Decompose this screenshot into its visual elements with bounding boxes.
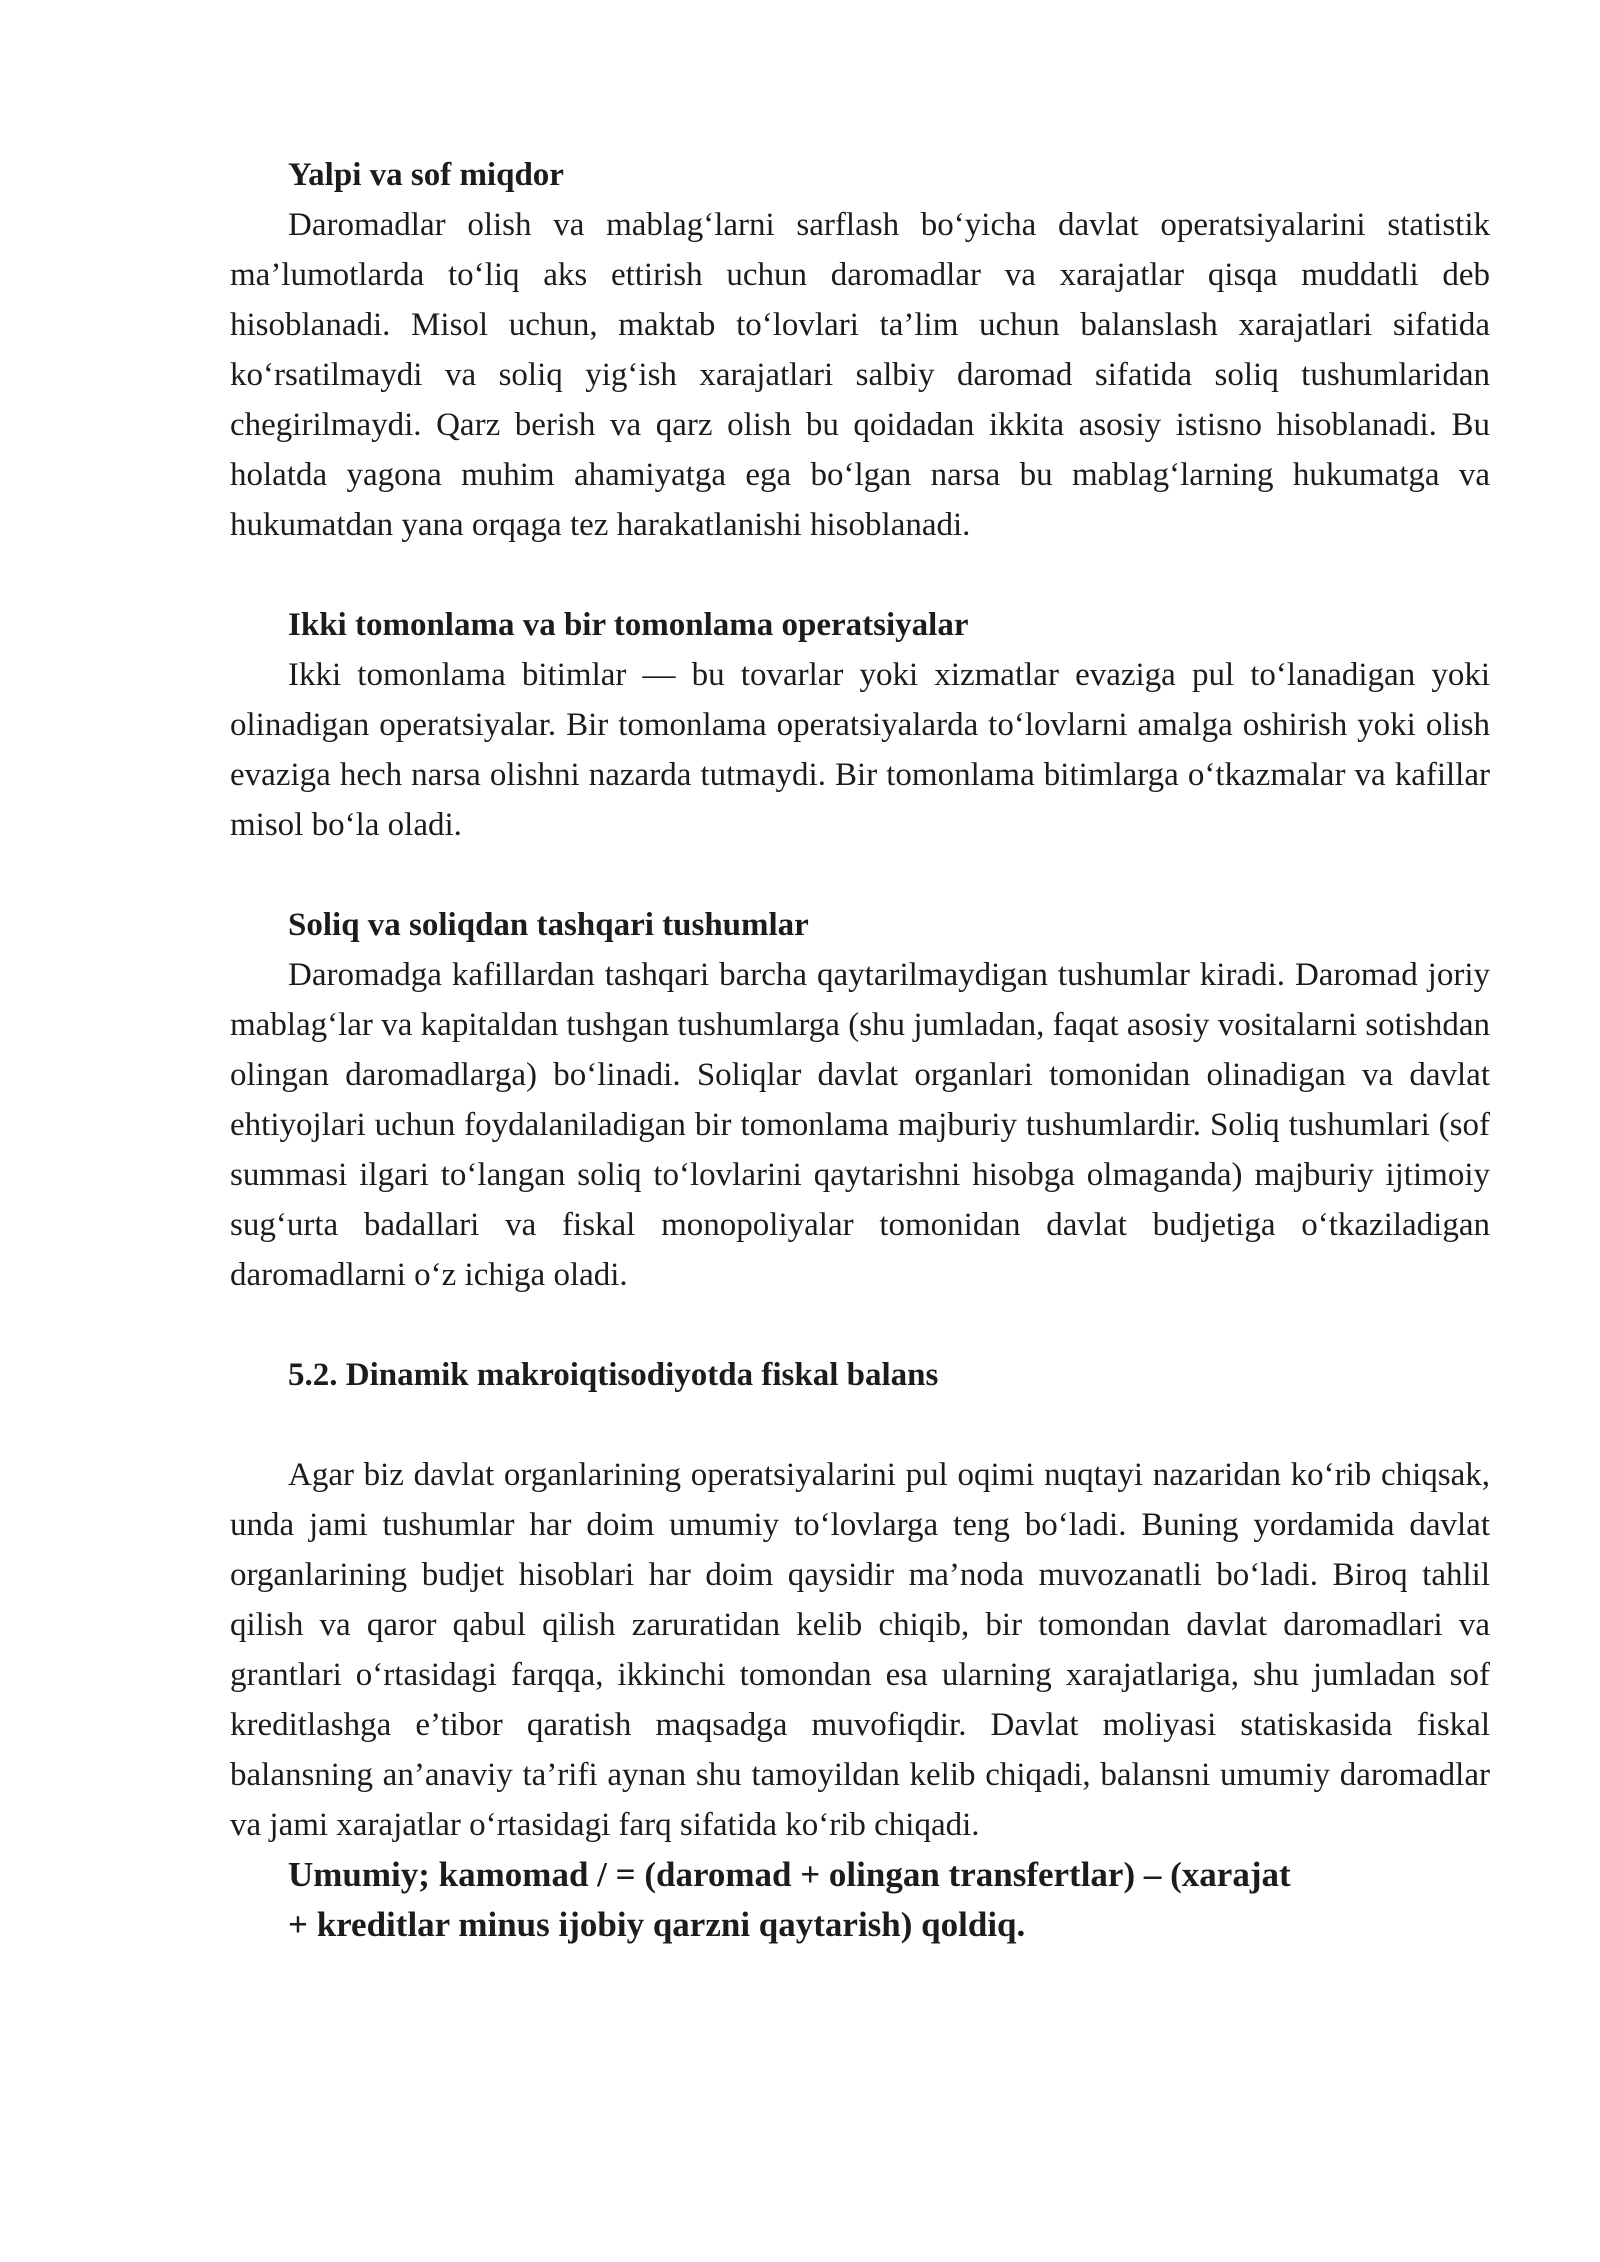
section-heading-ikki-tomonlama: Ikki tomonlama va bir tomonlama operatsiyalar	[288, 607, 969, 643]
formula-line-1: Umumiy; kamomad / = (daromad + olingan transfertlar) – (xarajat	[288, 1855, 1291, 1894]
paragraph-ikki-tomonlama: Ikki tomonlama bitimlar — bu tovarlar yoki xizmatlar evaziga pul to‘lanadigan yoki olinadigan operatsiyalar. Bir tomonlama operatsiyalarda to‘lovlarni amalga oshirish yoki olish evaziga hech narsa olishni nazarda tutmaydi. Bir tomonlama bitimlarga o‘tkazmalar va kafillar misol bo‘la oladi.	[230, 657, 1490, 843]
paragraph-gap	[230, 850, 1490, 900]
page-content	[230, 150, 1490, 1950]
paragraph-yalpi: Daromadlar olish va mablag‘larni sarflash bo‘yicha davlat operatsiyalarini statistik ma’lumotlarda to‘liq aks ettirish uchun daromadlar va xarajatlar qisqa muddatli deb hisoblanadi. Misol uchun, maktab to‘lovlari ta’lim uchun balanslash xarajatlari sifatida ko‘rsatilmaydi va soliq yig‘ish xarajatlari salbiy daromad sifatida soliq tushumlaridan chegirilmaydi. Qarz berish va qarz olish bu qoidadan ikkita asosiy istisno hisoblanadi. Bu holatda yagona muhim ahamiyatga ega bo‘lgan narsa bu mablag‘larning hukumatga va hukumatdan yana orqaga tez harakatlanishi hisoblanadi.	[230, 207, 1490, 543]
paragraph-gap	[230, 1400, 1490, 1450]
paragraph-gap	[230, 550, 1490, 600]
paragraph-fiskal-balans: Agar biz davlat organlarining operatsiyalarini pul oqimi nuqtayi nazaridan ko‘rib chiqsak, unda jami tushumlar har doim umumiy to‘lovlarga teng bo‘ladi. Buning yordamida davlat organlarining budjet hisoblari har doim qaysidir ma’noda muvozanatli bo‘ladi. Biroq tahlil qilish va qaror qabul qilish zaruratidan kelib chiqib, bir tomondan davlat daromadlari va grantlari o‘rtasidagi farqqa, ikkinchi tomondan esa ularning xarajatlariga, shu jumladan sof kreditlashga e’tibor qaratish maqsadga muvofiqdir. Davlat moliyasi statiskasida fiskal balansning an’anaviy ta’rifi aynan shu tamoyildan kelib chiqadi, balansni umumiy daromadlar va jami xarajatlar o‘rtasidagi farq sifatida ko‘rib chiqadi.	[230, 1457, 1490, 1843]
section-heading-yalpi: Yalpi va sof miqdor	[288, 157, 564, 193]
section-heading-soliq: Soliq va soliqdan tashqari tushumlar	[288, 907, 809, 943]
section-heading-fiskal-balans: 5.2. Dinamik makroiqtisodiyotda fiskal balans	[288, 1357, 939, 1393]
paragraph-gap	[230, 1300, 1490, 1350]
formula-line-2: + kreditlar minus ijobiy qarzni qaytarish) qoldiq.	[288, 1905, 1026, 1944]
paragraph-soliq: Daromadga kafillardan tashqari barcha qaytarilmaydigan tushumlar kiradi. Daromad joriy mablag‘lar va kapitaldan tushgan tushumlarga (shu jumladan, faqat asosiy vositalarni sotishdan olingan daromadlarga) bo‘linadi. Soliqlar davlat organlari tomonidan olinadigan va davlat ehtiyojlari uchun foydalaniladigan bir tomonlama majburiy tushumlardir. Soliq tushumlari (sof summasi ilgari to‘langan soliq to‘lovlarini qaytarishni hisobga olmaganda) majburiy ijtimoiy sug‘urta badallari va fiskal monopoliyalar tomonidan davlat budjetiga o‘tkaziladigan daromadlarni o‘z ichiga oladi.	[230, 957, 1490, 1293]
